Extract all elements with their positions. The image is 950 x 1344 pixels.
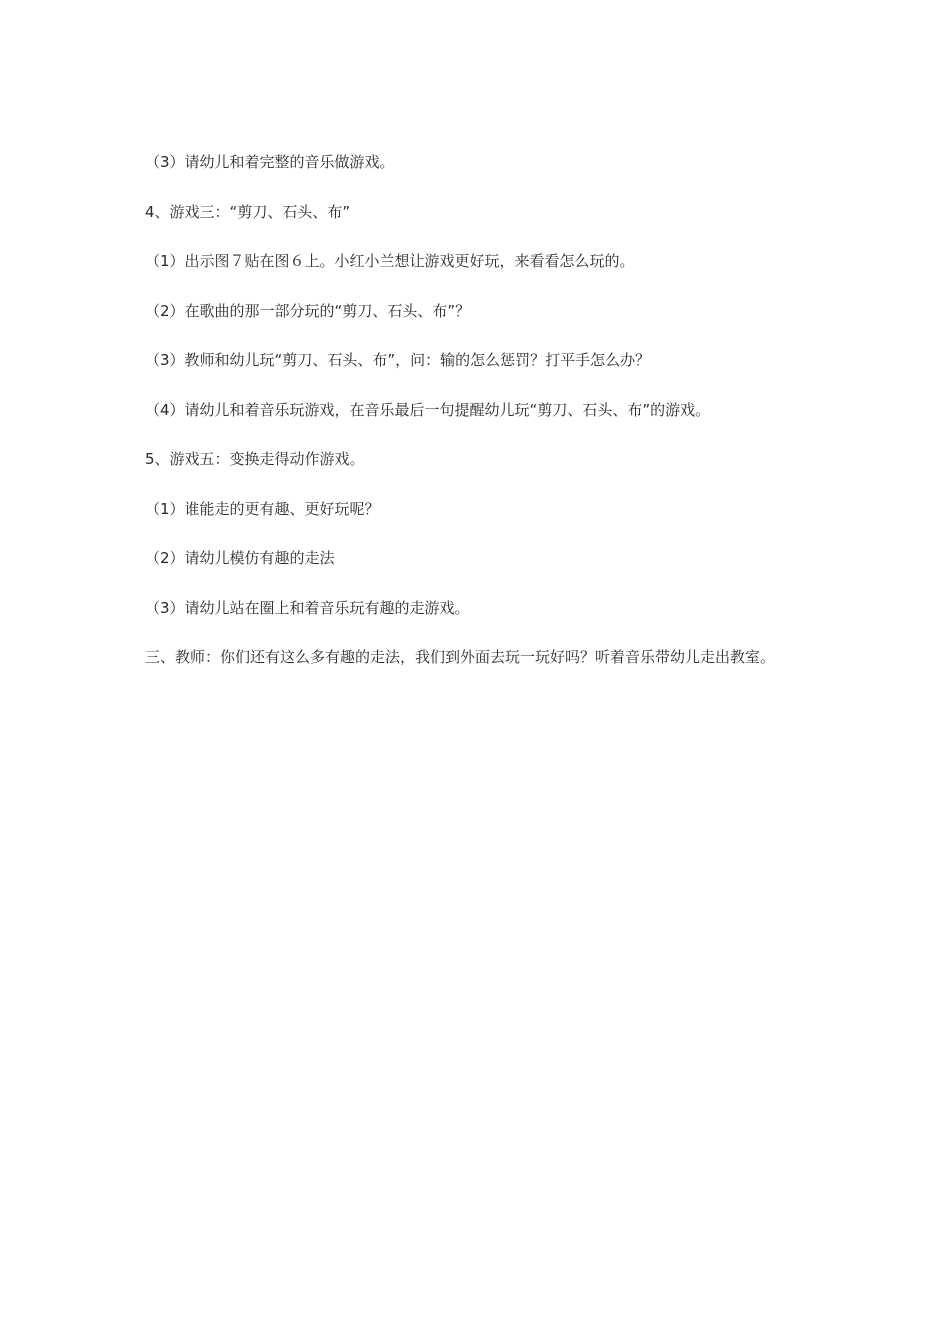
document-body <box>145 150 815 670</box>
paragraph-game-five-heading: 5、游戏五：变换走得动作游戏。 <box>145 450 365 468</box>
paragraph-step-3-full-music: （3）请幼儿和着完整的音乐做游戏。 <box>145 153 395 171</box>
paragraph-game-five-step-3: （3）请幼儿站在圈上和着音乐玩有趣的走游戏。 <box>145 598 470 617</box>
paragraph-game-three-step-2: （2）在歌曲的那一部分玩的“剪刀、石头、布”？ <box>145 301 471 320</box>
paragraph-game-five-step-1: （1）谁能走的更有趣、更好玩呢？ <box>145 499 380 518</box>
paragraph-game-three-heading: 4、游戏三：“剪刀、石头、布” <box>145 202 351 221</box>
paragraph-game-three-step-4: （4）请幼儿和着音乐玩游戏，在音乐最后一句提醒幼儿玩“剪刀、石头、布”的游戏。 <box>145 400 711 419</box>
paragraph-game-five-step-2: （2）请幼儿模仿有趣的走法 <box>145 549 335 567</box>
paragraph-section-three-closing: 三、教师：你们还有这么多有趣的走法，我们到外面去玩一玩好吗？听着音乐带幼儿走出教室。 <box>145 648 776 666</box>
paragraph-game-three-step-3: （3）教师和幼儿玩“剪刀、石头、布”，问：输的怎么惩罚？打平手怎么办？ <box>145 351 651 369</box>
paragraph-game-three-step-1: （1）出示图７贴在图６上。小红小兰想让游戏更好玩，来看看怎么玩的。 <box>145 252 635 270</box>
